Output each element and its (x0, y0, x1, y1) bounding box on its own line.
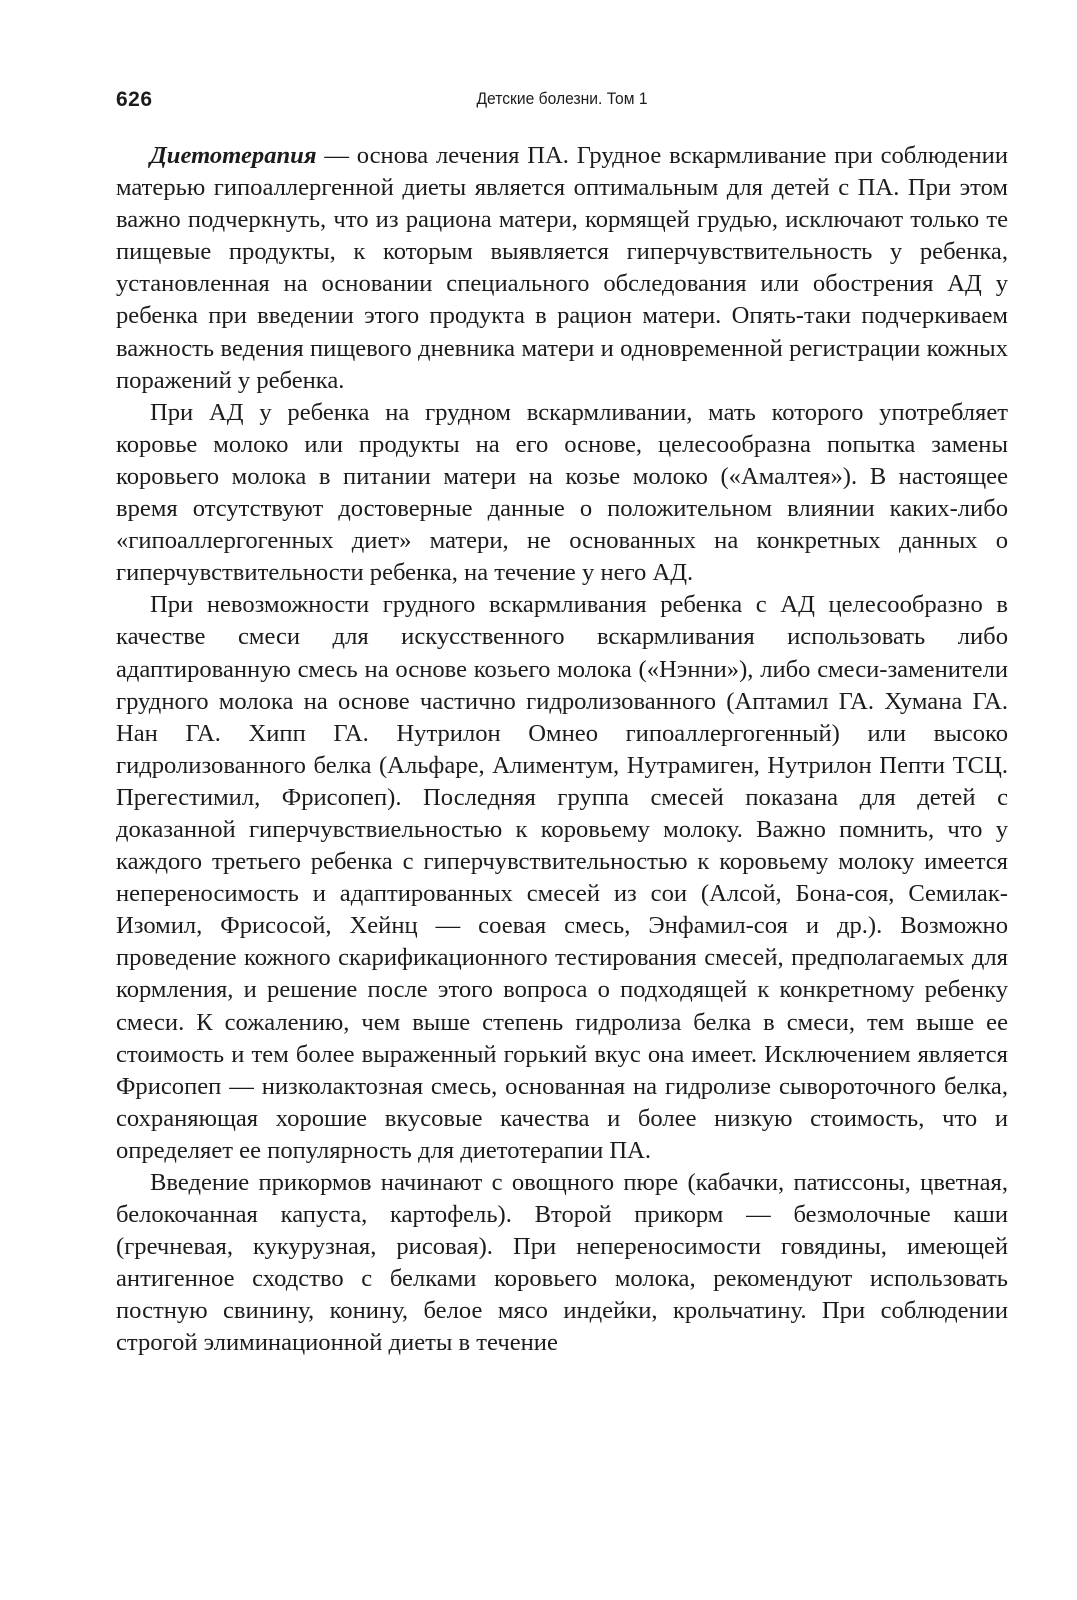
paragraph-complementary-feeding: Введение прикормов начинают с овощного пюре (кабачки, патиссоны, цветная, белокочанная капуста, картофель). Второй прикорм — безмолочные каши (гречневая, кукурузная, рисовая). При непереносимости говядины, имеющей антигенное сходство с белками коровьего молока, рекомендуют использовать постную свинину, конину, белое мясо индейки, крольчатину. При соблюдении строгой элиминационной диеты в течение (116, 1169, 1008, 1357)
running-head (116, 84, 1008, 124)
book-title: Детские болезни. Том 1 (476, 89, 648, 108)
body-text (116, 140, 1008, 1360)
paragraph-breastfeeding: При АД у ребенка на грудном вскармливании, мать которого употребляет коровье молоко или продукты на его основе, целесообразна попытка замены коровьего молока в питании матери на козье молоко («Амалтея»). В настоящее время отсутствуют достоверные данные о положительном влиянии каких-либо «гипоаллергогенных диет» матери, не основанных на конкретных данных о гиперчувствительности ребенка, на течение у него АД. (116, 398, 1008, 587)
paragraph-text: — основа лечения ПА. Грудное вскармливание при соблюдении матерью гипоаллергенной диеты является оптимальным для детей с ПА. При этом важно подчеркнуть, что из рациона матери, кормящей грудью, исключают только те пищевые продукты, к которым выявляется гиперчувствительность у ребенка, установленная на основании специального обследования или обострения АД у ребенка при введении этого продукта в рацион матери. Опять-таки подчеркиваем важность ведения пищевого дневника матери и одновременной регистрации кожных поражений у ребенка. (116, 142, 1008, 394)
page-number: 626 (116, 88, 153, 111)
lead-term: Диетотерапия (150, 142, 317, 169)
paragraph-diet-therapy (116, 140, 1008, 397)
book-page (116, 84, 1008, 1360)
paragraph-formula-mixtures: При невозможности грудного вскармливания ребенка с АД целесообразно в качестве смеси для искусственного вскармливания использовать либо адаптированную смесь на основе козьего молока («Нэнни»), либо смеси-заменители грудного молока на основе частично гидролизованного (Аптамил ГА. Хумана ГА. Нан ГА. Хипп ГА. Нутрилон Омнео гипоаллергогенный) или высоко гидролизованного белка (Альфаре, Алиментум, Нутрамиген, Нутрилон Пепти ТСЦ. Прегестимил, Фрисопеп). Последняя группа смесей показана для детей с доказанной гиперчувствиельностью к коровьему молоку. Важно помнить, что у каждого третьего ребенка с гиперчувствительностью к коровьему молоку имеется непереносимость и адаптированных смесей из сои (Алсой, Бона-соя, Семилак-Изомил, Фрисосой, Хейнц — соевая смесь, Энфамил-соя и др.). Возможно проведение кожного скарификационного тестирования смесей, предполагаемых для кормления, и решение после этого вопроса о подходящей к конкретному ребенку смеси. К сожалению, чем выше степень гидролиза белка в смеси, тем выше ее стоимость и тем более выраженный горький вкус она имеет. Исключением является Фрисопеп — низколактозная смесь, основанная на гидролизе сывороточного белка, сохраняющая хорошие вкусовые качества и более низкую стоимость, что и определяет ее популярность для диетотерапии ПА. (116, 591, 1008, 1164)
